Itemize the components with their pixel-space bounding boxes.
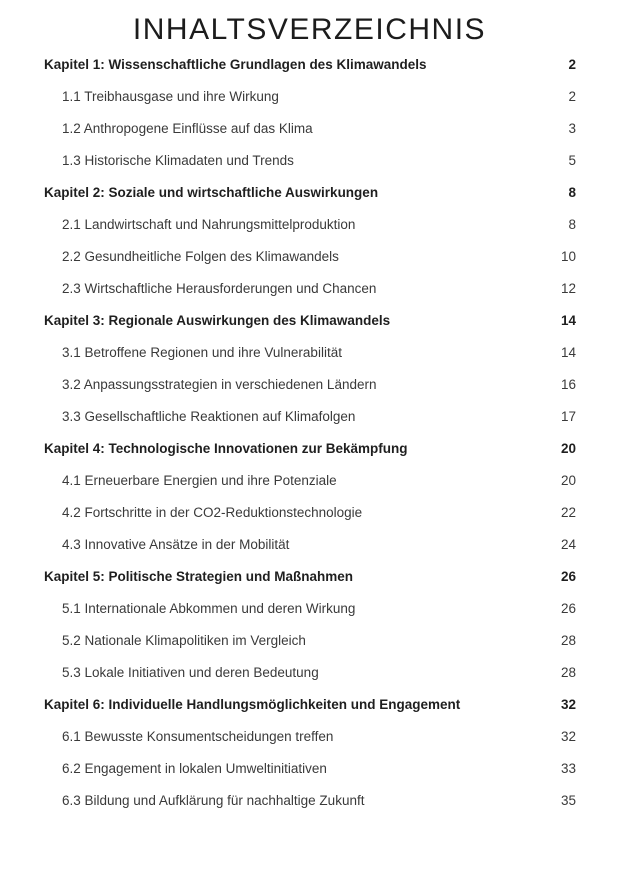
toc-entry-label: 5.1 Internationale Abkommen und deren Wirkung xyxy=(62,601,356,616)
toc-entry-row[interactable] xyxy=(44,90,576,104)
toc-entry-label: 2.1 Landwirtschaft und Nahrungsmittelproduktion xyxy=(62,217,356,232)
toc-chapter-title: Kapitel 3: Regionale Auswirkungen des Klimawandels xyxy=(44,313,391,328)
toc-entry-label: 1.2 Anthropogene Einflüsse auf das Klima xyxy=(62,121,313,136)
toc-entry-label: 3.1 Betroffene Regionen und ihre Vulnerabilität xyxy=(62,345,342,360)
toc-entry-page: 32 xyxy=(560,729,576,744)
toc-chapter-title: Kapitel 5: Politische Strategien und Maßnahmen xyxy=(44,569,354,584)
toc-entry-label: 5.2 Nationale Klimapolitiken im Vergleich xyxy=(62,633,306,648)
toc-chapter-title: Kapitel 2: Soziale und wirtschaftliche Auswirkungen xyxy=(44,185,379,200)
toc-entry-page: 5 xyxy=(568,153,576,168)
toc-entry-page: 10 xyxy=(560,249,576,264)
toc-chapter-row[interactable] xyxy=(44,314,576,328)
toc-chapter-row[interactable] xyxy=(44,58,576,72)
toc-entry-page: 3 xyxy=(568,121,576,136)
toc-entry-label: 2.3 Wirtschaftliche Herausforderungen und Chancen xyxy=(62,281,377,296)
toc-entry-row[interactable] xyxy=(44,250,576,264)
toc-chapter-title: Kapitel 1: Wissenschaftliche Grundlagen des Klimawandels xyxy=(44,57,427,72)
toc-entry-label: 1.1 Treibhausgase und ihre Wirkung xyxy=(62,89,279,104)
toc-entry-row[interactable] xyxy=(44,410,576,424)
toc-entry-page: 28 xyxy=(560,633,576,648)
toc-entry-row[interactable] xyxy=(44,538,576,552)
toc-entry-label: 6.1 Bewusste Konsumentscheidungen treffen xyxy=(62,729,334,744)
toc-chapter-page: 8 xyxy=(568,185,576,200)
toc-entry-page: 16 xyxy=(560,377,576,392)
toc-entry-row[interactable] xyxy=(44,282,576,296)
toc-entry-row[interactable] xyxy=(44,762,576,776)
toc-entry-page: 24 xyxy=(560,537,576,552)
toc-entry-row[interactable] xyxy=(44,602,576,616)
toc-entry-label: 4.1 Erneuerbare Energien und ihre Potenziale xyxy=(62,473,337,488)
toc-entry-label: 3.3 Gesellschaftliche Reaktionen auf Klimafolgen xyxy=(62,409,356,424)
toc-entry-label: 4.2 Fortschritte in der CO2-Reduktionstechnologie xyxy=(62,505,363,520)
toc-entry-page: 22 xyxy=(560,505,576,520)
toc-entry-row[interactable] xyxy=(44,154,576,168)
toc-entry-row[interactable] xyxy=(44,506,576,520)
toc-entry-row[interactable] xyxy=(44,378,576,392)
toc-entry-label: 6.3 Bildung und Aufklärung für nachhaltige Zukunft xyxy=(62,793,365,808)
toc-entry-page: 14 xyxy=(560,345,576,360)
toc-entry-row[interactable] xyxy=(44,794,576,808)
toc-chapter-row[interactable] xyxy=(44,570,576,584)
toc-chapter-title: Kapitel 4: Technologische Innovationen zur Bekämpfung xyxy=(44,441,408,456)
toc-chapter-title: Kapitel 6: Individuelle Handlungsmöglichkeiten und Engagement xyxy=(44,697,461,712)
toc-entry-row[interactable] xyxy=(44,634,576,648)
toc-chapter-row[interactable] xyxy=(44,698,576,712)
toc-chapter-page: 2 xyxy=(568,57,576,72)
toc-entry-label: 5.3 Lokale Initiativen und deren Bedeutung xyxy=(62,665,319,680)
toc-entry-row[interactable] xyxy=(44,474,576,488)
toc-entry-page: 20 xyxy=(560,473,576,488)
toc-entry-page: 26 xyxy=(560,601,576,616)
toc-entry-page: 17 xyxy=(560,409,576,424)
toc-entry-label: 4.3 Innovative Ansätze in der Mobilität xyxy=(62,537,290,552)
toc-entry-label: 3.2 Anpassungsstrategien in verschiedenen Ländern xyxy=(62,377,377,392)
toc-chapter-row[interactable] xyxy=(44,442,576,456)
toc-entry-row[interactable] xyxy=(44,346,576,360)
toc-entry-row[interactable] xyxy=(44,218,576,232)
toc-chapter-page: 14 xyxy=(560,313,576,328)
toc-entry-row[interactable] xyxy=(44,730,576,744)
toc-chapter-page: 26 xyxy=(560,569,576,584)
toc-entry-row[interactable] xyxy=(44,122,576,136)
toc-entry-label: 1.3 Historische Klimadaten und Trends xyxy=(62,153,294,168)
toc-entry-page: 8 xyxy=(568,217,576,232)
toc-entry-page: 2 xyxy=(568,89,576,104)
page-title: INHALTSVERZEICHNIS xyxy=(132,13,487,46)
toc-entry-label: 6.2 Engagement in lokalen Umweltinitiativen xyxy=(62,761,327,776)
toc-list xyxy=(0,58,619,808)
toc-entry-page: 12 xyxy=(560,281,576,296)
toc-chapter-page: 32 xyxy=(560,697,576,712)
toc-chapter-page: 20 xyxy=(560,441,576,456)
toc-entry-page: 33 xyxy=(560,761,576,776)
toc-entry-row[interactable] xyxy=(44,666,576,680)
toc-entry-page: 28 xyxy=(560,665,576,680)
toc-chapter-row[interactable] xyxy=(44,186,576,200)
toc-entry-label: 2.2 Gesundheitliche Folgen des Klimawandels xyxy=(62,249,339,264)
toc-entry-page: 35 xyxy=(560,793,576,808)
